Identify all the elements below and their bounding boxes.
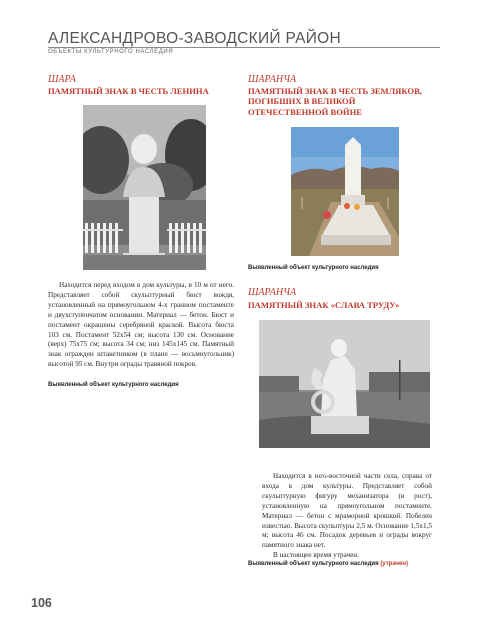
header-divider <box>48 47 440 48</box>
right-bottom-place-name: ШАРАНЧА <box>248 287 297 298</box>
glory-to-labor-monument-photo <box>259 320 430 448</box>
right-bottom-description-paragraph-2: В настоящее время утрачен. <box>273 551 359 560</box>
right-top-status: Выявленный объект культурного наследия <box>248 265 379 271</box>
right-top-place-name: ШАРАНЧА <box>248 74 297 85</box>
left-place-name: ШАРА <box>48 74 76 85</box>
left-description-paragraph: Находится перед входом в дом культуры, в 10 м от него. Представляет собой скульптурный бюст вождя, установленный на прямоугольном 4-х гранном постаменте и двухступенчатом основании. Материал — бетон. Бюст и постамент окрашены серебряной краской. Высота бюста 103 см. Постамент 52х54 см; высота 130 см. Основание (верх) 75х75 см; высота 34 см; низ 145х145 см. Памятный знак огражден штакетником (в плане — восьмиугольник) высотой 95 см. Внутри ограды травяной покров. <box>48 281 234 369</box>
page-header-title: АЛЕКСАНДРОВО-ЗАВОДСКИЙ РАЙОН <box>48 30 342 47</box>
right-bottom-monument-title: ПАМЯТНЫЙ ЗНАК «СЛАВА ТРУДУ» <box>248 300 400 310</box>
lenin-monument-photo <box>83 105 206 270</box>
left-status: Выявленный объект культурного наследия <box>48 382 179 388</box>
left-description <box>48 281 234 370</box>
page-header-subtitle: ОБЪЕКТЫ КУЛЬТУРНОГО НАСЛЕДИЯ <box>48 49 174 55</box>
right-bottom-status-note: (утрачен) <box>380 561 408 567</box>
left-monument-title: ПАМЯТНЫЙ ЗНАК В ЧЕСТЬ ЛЕНИНА <box>48 86 209 96</box>
right-bottom-status-text: Выявленный объект культурного наследия <box>248 561 379 567</box>
right-bottom-status <box>248 561 408 567</box>
right-top-monument-title: ПАМЯТНЫЙ ЗНАК В ЧЕСТЬ ЗЕМЛЯКОВ, ПОГИБШИХ В ВЕЛИКОЙ ОТЕЧЕСТВЕННОЙ ВОЙНЕ <box>248 86 422 117</box>
war-memorial-photo <box>291 127 399 256</box>
page-number: 106 <box>31 596 52 610</box>
right-bottom-description-paragraph-1: Находится в юго-восточной части села, справа от входа в дом культуры. Представляет собой скульптурную фигуру механизатора (в рост), установленную на прямоугольном постаменте. Материал — бетон с мраморной крошкой. Побелен известью. Высота скульптуры 2,5 м. Основание 1,5х1,5 м; высота 46 см. Посадок деревьев и ограды вокруг памятного знака нет. <box>262 472 432 550</box>
right-bottom-description <box>262 472 432 561</box>
